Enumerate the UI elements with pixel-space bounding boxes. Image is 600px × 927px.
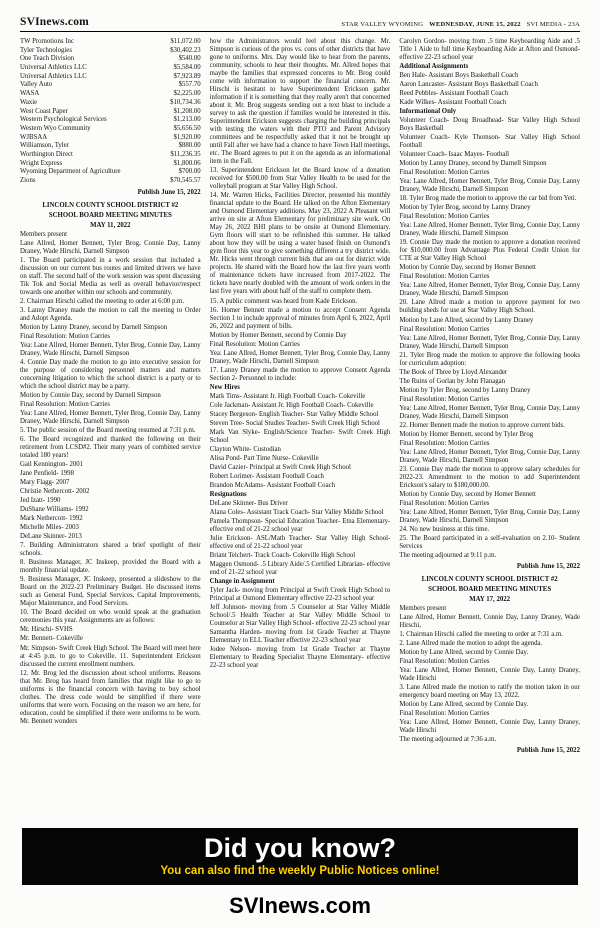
notice-paragraph: Motion by Lanny Draney, second by Darnell Simpson: [20, 323, 168, 331]
notice-paragraph: Lane Allred, Homer Bennett, Tyler Brog, Connie Day, Lanny Draney, Wade Hirschi, Darnell Simpson: [20, 239, 201, 255]
notice-paragraph: Yea: Lane Allred, Homer Bennett, Tyler Brog, Connie Day, Lanny Draney, Wade Hirschi, Darnell Simpson: [20, 341, 201, 357]
notice-paragraph: DeLane Skinner- Bus Driver: [209, 499, 288, 507]
publish-date-line: Publish June 15, 2022: [137, 188, 201, 196]
notice-heading-line: LINCOLN COUNTY SCHOOL DISTRICT #2: [42, 201, 179, 209]
notice-paragraph: Yea: Lane Allred, Homer Bennett, Tyler Brog, Connie Day, Lanny Draney, Wade Hirschi, Darnell Simpson: [399, 178, 580, 194]
notice-heading-line: MAY 11, 2022: [90, 221, 131, 229]
payment-amount: $70,545.57: [170, 177, 201, 184]
notice-paragraph: 13. Superintendent Erickson let the Board know of a donation received for $500.00 from Star Valley Health to be used for the volleyball program at Star Valley High School.: [209, 167, 391, 191]
section-subheading: Informational Only: [399, 108, 457, 116]
payment-row: [20, 160, 201, 169]
notice-paragraph: Mary Flagg- 2007: [20, 479, 70, 487]
notice-paragraph: Motion by Lane Allred, second by Connie Day.: [399, 649, 529, 657]
notice-heading-line: SCHOOL BOARD MEETING MINUTES: [48, 211, 172, 219]
notice-paragraph: 2. Lane Allred made the motion to adopt the agenda.: [399, 640, 543, 648]
notice-paragraph: Motion by Lane Allred, second by Connie Day.: [399, 701, 529, 709]
payee-name: TW Promotions Inc: [20, 38, 74, 45]
notice-paragraph: 3. Lane Allred made the motion to ratify the motion taken in our emergency board meeting on May 13, 2022.: [399, 684, 580, 700]
payment-row: [20, 38, 201, 47]
notice-paragraph: how the Administrators would feel about this change. Mr. Simpson is curious of the pros vs. cons of other districts that have gone to uniforms. Mrs. Day would like to hear from the parents, community, schools to hear their thoughts. Mr. Allred hopes that maybe the families that expressed concerns to Mr. Brog could come with information to support the financial concern. Mr. Hirschi is hesitant to have Superintendent Erickson gather information if it is something that they really aren't that concerned about it. Mr. Brog suggests sending out a text blast to include a survey to ask the question if families would be interested in this. Superintendent Erickson suggests charging the building principals with testing the waters with their PTO and Parent Advisory committees and be respectfully asked that it not be brought up until Fall after we have had a chance to have Town Hall meetings, etc. The Board agrees to put it on the agenda as an informational item in the Fall.: [209, 38, 391, 166]
notice-paragraph: Yea: Lane Allred, Homer Bennett, Tyler Brog, Connie Day, Lanny Draney, Wade Hirschi, Darnell Simpson: [20, 410, 201, 426]
notice-paragraph: Volunteer Coach- Doug Broadhead- Star Valley High School Boys Basketball: [399, 117, 580, 133]
notice-paragraph: Final Resolution: Motion Carries: [399, 658, 490, 666]
notice-paragraph: David Cazier- Principal at Swift Creek High School: [209, 463, 351, 471]
payment-row: [20, 47, 201, 56]
notice-paragraph: Members present: [20, 230, 67, 238]
notice-paragraph: Mark Van Slyke- English/Science Teacher- Swift Creek High School: [209, 428, 391, 444]
notice-heading-line: SCHOOL BOARD MEETING MINUTES: [428, 585, 552, 593]
notice-paragraph: 22. Homer Bennett made the motion to approve current bids.: [399, 421, 565, 429]
notice-paragraph: Final Resolution: Motion Carries: [399, 325, 490, 333]
notice-paragraph: 10. The Board decided on who would speak at the graduation ceremonies this year. Assignments are as follows:: [20, 609, 201, 625]
notice-paragraph: DuShane Williams- 1992: [20, 506, 89, 514]
notice-paragraph: 3. Lanny Draney made the motion to call the meeting to Order and Adopt Agenda.: [20, 306, 201, 322]
notice-paragraph: Ben Hale- Assistant Boys Basketball Coach: [399, 72, 519, 80]
notice-column-3: [399, 38, 580, 823]
masthead-edition: SVI MEDIA - 23A: [526, 21, 580, 28]
section-subheading: Resignations: [209, 490, 247, 498]
notice-paragraph: Pamela Thompson- Special Education Teacher- Etna Elementary- effective end of 21-22 school year: [209, 517, 391, 533]
notice-paragraph: Motion by Tyler Brog, second by Lanny Draney: [399, 386, 531, 394]
notice-paragraph: Lane Allred, Homer Bennett, Connie Day, Lanny Draney, Wade Hirschi,: [399, 614, 580, 630]
notice-paragraph: Steven Tree- Social Studies Teacher- Swift Creek High School: [209, 419, 380, 427]
notice-column-2: [210, 38, 391, 823]
payment-amount: $1,920.00: [173, 133, 201, 141]
notice-paragraph: 9. Business Manager, JC Inskeep, presented a slideshow to the Board on the 2022-23 Preliminary Budget. He discussed items such as General Fund, Special Services, Capital Improvements, Major Maintenance, and Food Services.: [20, 576, 201, 608]
notice-paragraph: Yea: Lane Allred, Homer Bennett, Tyler Brog, Connie Day, Lanny Draney, Wade Hirschi, Darnell Simpson: [399, 222, 580, 238]
notice-paragraph: 8. Business Manager, JC Inskeep, provided the Board with a monthly financial update.: [20, 559, 201, 575]
banner-subtitle: You can also find the weekly Public Notices online!: [160, 865, 440, 877]
public-notices-body: [20, 38, 580, 823]
promo-footer: [20, 828, 580, 919]
notice-paragraph: Yea: Lane Allred, Homer Bennett, Tyler Brog, Connie Day, Lanny Draney, Wade Hirschi, Darnell Simpson: [209, 349, 391, 365]
payment-row: [20, 108, 201, 117]
notice-paragraph: DeLane Skinner- 2013: [20, 533, 82, 541]
payment-amount: $30,402.23: [170, 46, 201, 54]
notice-paragraph: Motion by Homer Bennett, second by Tyler Brog: [399, 430, 534, 438]
payee-name: West Coast Paper: [20, 107, 68, 115]
notice-paragraph: Yea: Lane Allred, Homer Bennett, Tyler Brog, Connie Day, Lanny Draney, Wade Hirschi, Darnell Simpson: [399, 508, 580, 524]
notice-paragraph: 6. The Board recognized and thanked the following on their retirement from LCSD#2. Their many years of combined service totaled 180 years!: [20, 436, 201, 460]
payee-name: Universal Athletics LLC: [20, 72, 87, 80]
notice-paragraph: Aaron Lancaster- Assistant Boys Basketball Coach: [399, 81, 538, 89]
notice-paragraph: Volunteer Coach- Isaac Mayes- Football: [399, 151, 510, 159]
notice-paragraph: Maggen Osmond- .5 Library Aide/.5 Certified Librarian- effective end of 21-22 school year: [209, 560, 391, 576]
notice-paragraph: The meeting adjourned at 7:36 a.m.: [399, 736, 497, 744]
notice-paragraph: Mr. Bennett- Cokeville: [20, 635, 83, 643]
payment-row: [20, 81, 201, 90]
masthead-date: WEDNESDAY, JUNE 15, 2022: [429, 21, 521, 28]
notice-paragraph: Mark Tims- Assistant Jr. High Football Coach- Cokeville: [209, 392, 366, 400]
notice-paragraph: 17. Lanny Draney made the motion to approve Consent Agenda Section 2- Personnel to include:: [209, 366, 391, 382]
notice-column-1: [20, 38, 201, 823]
notice-paragraph: Motion by Connie Day, second by Darnell Simpson: [20, 392, 161, 400]
notice-paragraph: Final Resolution: Motion Carries: [399, 169, 490, 177]
masthead-location: STAR VALLEY WYOMING: [341, 21, 424, 28]
payee-name: WJBSAA: [20, 133, 48, 141]
payment-row: [20, 116, 201, 125]
notice-paragraph: Carolyn Gordon- moving from .5 time Keyboarding Aide and .5 Title 1 Aide to full time Keyboarding Aide at Afton and Osmond- effective 22-23 school year: [399, 38, 580, 62]
notice-paragraph: Mr. Hirschi- SVHS: [20, 626, 73, 634]
section-subheading: Change in Assignment: [209, 578, 275, 585]
payee-name: Universal Athletics LLC: [20, 64, 87, 72]
notice-paragraph: Jed Izatt- 1990: [20, 497, 61, 505]
payee-name: Western Psychological Services: [20, 116, 107, 124]
payee-name: Waxie: [20, 98, 38, 106]
notice-paragraph: Jodee Nelson- moving from 1st Grade Teacher at Thayne Elementary to Reading Specialist Thayne Elementary- effective 22-23 school year: [209, 646, 391, 670]
notice-paragraph: 15. A public comment was heard from Kade Erickson.: [209, 297, 358, 305]
masthead-info: [341, 21, 580, 28]
payment-amount: $540.00: [178, 55, 201, 63]
notice-paragraph: Motion by Tyler Brog, second by Lanny Draney: [399, 204, 531, 212]
notice-paragraph: Christie Nethercott- 2002: [20, 488, 90, 496]
payment-amount: $880.00: [178, 142, 201, 150]
payment-amount: $1,800.06: [173, 159, 201, 167]
payee-name: Western Wyo Community: [20, 124, 91, 132]
notice-paragraph: Volunteer Coach- Kyle Thomson- Star Valley High School Football: [399, 134, 580, 150]
masthead-site: SVInews.com: [20, 16, 89, 28]
notice-paragraph: Mr. Simpson- Swift Creek High School. The Board will meet here at 4:45 p.m. to go to Cokeville. 11. Superintendent Erickson discussed the current enrollment numbers.: [20, 644, 201, 668]
notice-paragraph: Alana Coles- Assistant Track Coach- Star Valley Middle School: [209, 508, 384, 516]
notice-paragraph: Alisa Pond- Part Time Nurse- Cokeville: [209, 454, 319, 462]
notice-paragraph: Reed Pebbles- Assistant Football Coach: [399, 90, 509, 98]
payment-amount: $1,208.00: [173, 107, 201, 115]
notice-paragraph: Final Resolution: Motion Carries: [399, 439, 490, 447]
notice-heading-line: MAY 17, 2022: [469, 595, 511, 603]
promo-banner: [22, 828, 578, 885]
notice-paragraph: Motion by Homer Bennett, second by Connie Day: [209, 331, 347, 339]
notice-paragraph: Members present: [399, 605, 447, 612]
notice-paragraph: Samantha Harden- moving from 1st Grade Teacher at Thayne Elementary to ELL Teacher effective 22-23 school year: [209, 629, 391, 645]
notice-paragraph: 20. Lane Allred made a motion to approve payment for two building sheds for use at Star Valley High School.: [399, 299, 580, 315]
notice-paragraph: Yea: Lane Allred, Homer Bennett, Tyler Brog, Connie Day, Lanny Draney, Wade Hirschi, Darnell Simpson: [399, 282, 580, 298]
notice-paragraph: 1. Chairman Hirschi called the meeting to order at 7:31 a.m.: [399, 631, 563, 639]
payment-row: [20, 177, 201, 186]
notice-paragraph: Robert Lorimer- Assistant Football Coach: [209, 472, 324, 480]
payment-row: [20, 168, 201, 177]
payee-name: Wyoming Department of Agriculture: [20, 168, 121, 176]
notice-paragraph: Yea: Lane Allred, Homer Bennett, Tyler Brog, Connie Day, Lanny Draney, Wade Hirschi, Darnell Simpson: [399, 334, 580, 350]
notice-paragraph: Final Resolution: Motion Carries: [399, 213, 490, 221]
banner-title: Did you know?: [204, 832, 396, 863]
notice-paragraph: 1. The Board participated in a work session that included a discussion on our current bus routes and limited drivers we have on staff. The second half of the work session was spent discussing Tik Tok and Social Media as well as overall behavior/respect towards one another within our schools and community.: [20, 256, 201, 296]
notice-paragraph: Final Resolution: Motion Carries: [399, 710, 490, 718]
notice-paragraph: Kade Wilkes- Assistant Football Coach: [399, 99, 507, 107]
notice-paragraph: Motion by Lanny Draney, second by Darnell Simpson: [399, 160, 547, 168]
notice-paragraph: Yea: Lane Allred, Homer Bennett, Tyler Brog, Connie Day, Lanny Draney, Wade Hirschi, Darnell Simpson: [399, 448, 580, 464]
notice-paragraph: 21. Tyler Brog made the motion to approve the following books for curriculum adoption:: [399, 351, 580, 367]
payment-amount: $7,923.89: [173, 72, 201, 80]
payment-amount: $700.00: [178, 168, 201, 176]
notice-paragraph: Gail Kennington- 2001: [20, 461, 84, 469]
payment-amount: $10,734.36: [170, 98, 201, 106]
notice-paragraph: 24. No new business at this time.: [399, 525, 490, 533]
notice-paragraph: The Ruins of Gorlan by John Flanagan: [399, 377, 506, 385]
notice-paragraph: Motion by Connie Day, second by Homer Bennett: [399, 264, 536, 272]
notice-paragraph: Final Resolution: Motion Carries: [20, 332, 111, 340]
notice-paragraph: Yea: Lane Allred, Homer Bennett, Connie Day, Lanny Draney, Wade Hirschi: [399, 719, 580, 735]
notice-paragraph: 7. Building Administrators shared a brief spotlight of their schools.: [20, 542, 201, 558]
notice-paragraph: Jeff Johnson- moving from .5 Counselor at Star Valley Middle School/.5 Health Teacher at Star Valley Middle School to Counselor at Star Valley High School- effective 22-23 school year: [209, 604, 391, 628]
notice-paragraph: Final Resolution: Motion Carries: [399, 395, 490, 403]
banner-site-url: SVInews.com: [229, 893, 371, 918]
notice-paragraph: 18. Tyler Brog made the motion to approve the car bid from Yeti.: [399, 195, 577, 203]
notice-paragraph: Final Resolution: Motion Carries: [399, 273, 490, 281]
notice-paragraph: 5. The public session of the Board meeting resumed at 7:31 p.m.: [20, 427, 196, 435]
payment-amount: $5,584.00: [173, 64, 201, 72]
payment-row: [20, 73, 201, 82]
payment-row: [20, 134, 201, 143]
notice-paragraph: 4. Connie Day made the motion to go into executive session for the purpose of considering personnel matters and matters concerning litigation to which the school district is a party or to which the school district may be a party.: [20, 358, 201, 391]
notice-paragraph: 19. Connie Day made the motion to approve a donation received for $10,000.00 from Advantage Plus Federal Credit Union for CTE at Star Valley High School: [399, 239, 580, 263]
notice-paragraph: Briant Teichert- Track Coach- Cokeville High School: [209, 551, 356, 559]
notice-paragraph: Yea: Lane Allred, Homer Bennett, Tyler Brog, Connie Day, Lanny Draney, Wade Hirschi, Darnell Simpson: [399, 404, 580, 420]
notice-paragraph: The Book of Three by Lloyd Alexander: [399, 368, 508, 376]
payment-row: [20, 125, 201, 134]
notice-paragraph: Mark Nethercott- 1992: [20, 515, 83, 523]
section-subheading: New Hires: [209, 383, 240, 391]
notice-paragraph: Tyler Jack- moving from Principal at Swift Creek High School to Principal at Osmond Elementary effective 22-23 school year: [209, 587, 391, 603]
payee-name: Tyler Technologies: [20, 46, 72, 54]
masthead: [20, 16, 580, 32]
payment-row: [20, 90, 201, 99]
payment-amount: $1,213.00: [173, 116, 201, 124]
notice-paragraph: Motion by Lane Allred, second by Lanny Draney: [399, 316, 534, 324]
notice-paragraph: Final Resolution: Motion Carries: [20, 401, 111, 409]
payment-row: [20, 99, 201, 108]
payment-amount: $5,656.50: [173, 124, 201, 132]
payment-row: [20, 151, 201, 160]
notice-paragraph: Clayton White- Custodian: [209, 445, 281, 453]
payment-amount: $11,072.00: [170, 38, 201, 45]
notice-paragraph: 2. Chairman Hirschi called the meeting to order at 6:00 p.m.: [20, 297, 185, 305]
notice-paragraph: Motion by Connie Day, second by Homer Bennett: [399, 490, 536, 498]
notice-paragraph: Jane Penfield- 1998: [20, 470, 74, 478]
payee-name: WASA: [20, 90, 40, 98]
notice-paragraph: Cole Jackman- Assistant Jr. High Football Coach- Cokeville: [209, 401, 374, 409]
notice-paragraph: Michelle Miles- 2003: [20, 524, 79, 532]
notice-paragraph: Yea: Lane Allred, Homer Bennett, Connie Day, Lanny Draney, Wade Hirschi: [399, 667, 580, 683]
publish-date-line: Publish June 15, 2022: [516, 562, 580, 570]
payment-amount: $2,225.00: [173, 90, 201, 98]
notice-paragraph: Final Resolution: Motion Carries: [399, 499, 490, 507]
payment-amount: $557.70: [178, 81, 201, 89]
notice-paragraph: The meeting adjourned at 9:11 p.m.: [399, 551, 497, 559]
payment-row: [20, 55, 201, 64]
payee-name: Zions: [20, 177, 36, 184]
notice-paragraph: Stacey Bergeson- English Teacher- Star Valley Middle School: [209, 410, 379, 418]
payee-name: One Teach Division: [20, 55, 75, 63]
payee-name: Williamson, Tyler: [20, 142, 69, 150]
payment-row: [20, 64, 201, 73]
payment-row: [20, 142, 201, 151]
payee-name: Wright Express: [20, 159, 63, 167]
notice-heading-line: LINCOLN COUNTY SCHOOL DISTRICT #2: [421, 575, 558, 583]
notice-paragraph: 16. Homer Bennett made a motion to accept Consent Agenda Section 1 to include approval of minutes from April 6, 2022, April 26, 2022 and payment of bills.: [209, 306, 391, 330]
notice-paragraph: 25. The Board participated in a self-evaluation on 2.10- Student Services: [399, 534, 580, 550]
notice-paragraph: Final Resolution: Motion Carries: [209, 340, 300, 348]
payee-name: Valley Auto: [20, 81, 53, 89]
section-subheading: Additional Assignments: [399, 63, 469, 71]
publish-date-line: Publish June 15, 2022: [516, 747, 580, 755]
notice-paragraph: Brandon McAdams- Assistant Football Coach: [209, 481, 336, 489]
notice-paragraph: Julie Erickson- ASL/Math Teacher- Star Valley High School- effective end of 21-22 school year: [209, 534, 391, 550]
notice-paragraph: 12. Mr. Brog led the discussion about school uniforms. Reasons that Mr. Brog has heard from families that might like to go to uniforms is the financial concern with having to buy school clothes. The dress code would be simplified if there were uniforms that were worn. Focusing on the reason we are here, for education, could be simplified if there were uniforms to be worn. Mr. Bennett wonders: [20, 669, 201, 725]
payee-name: Worthington Direct: [20, 150, 73, 158]
notice-paragraph: 14. Mr. Warren Hicks, Facilities Director, presented his monthly financial update to the Board. He talked on the Afton Elementary and Osmond Elementary additions. May 23, 2022 A Pleasant will arrive on site at Afton Elementary for preliminary site work. On May 26, 2022 BHI plans to be onsite at Osmond Elementary. Gym floors will start to be refinished this summer. He talked about how they will be using a water based finish on Osmond's gym floor this year to give something different a try district wide. Mr. Hicks went through current bids that are out for district wide projects. He shared with the Board how the last five years worth of maintenance tickets have increased from 2017-2022. The tickets have nearly doubled with the amount of work orders in the last five years with about half of the staff to complete them.: [209, 192, 391, 296]
payment-amount: $11,236.35: [170, 150, 201, 158]
notice-paragraph: 23. Connie Day made the motion to approve salary schedules for 2022-23. Amendment to the motion to add Superintendent Erickson's salary to $180,000.00.: [399, 465, 580, 489]
